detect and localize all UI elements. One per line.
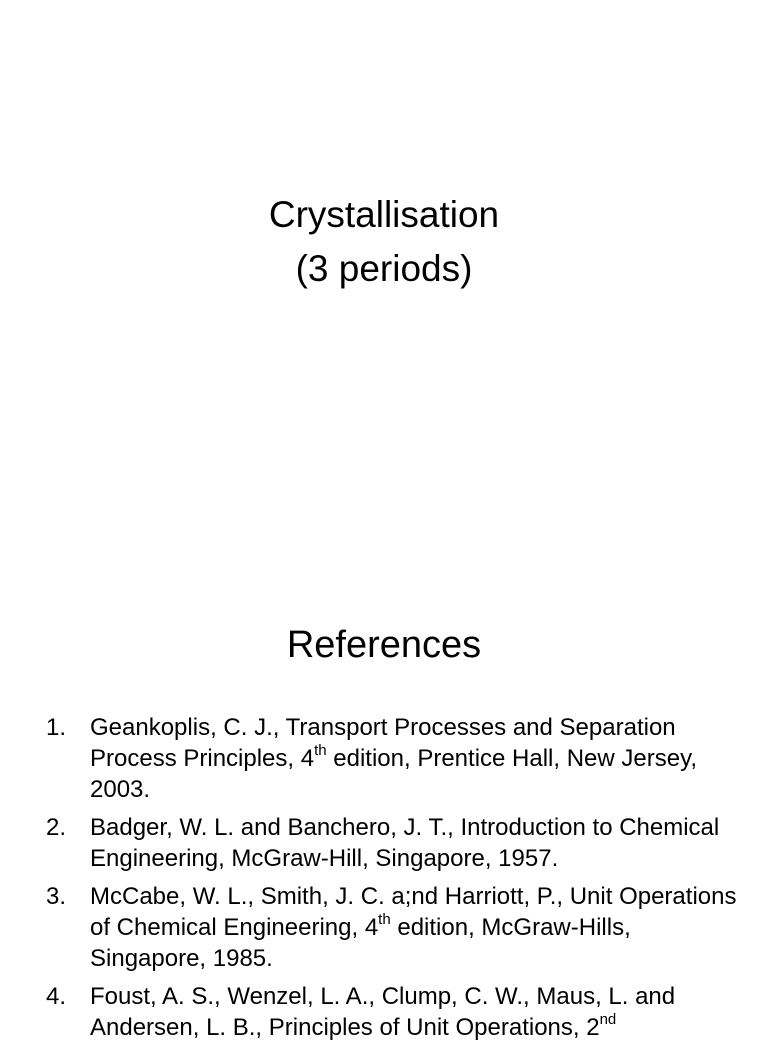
reference-text [90, 814, 719, 872]
reference-number: 1. [46, 714, 67, 741]
reference-number: 2. [46, 814, 67, 841]
reference-number: 4. [46, 983, 67, 1010]
ordinal-superscript: nd [599, 1011, 617, 1028]
reference-text-part: Badger, W. L. and Banchero, J. T., Introduction to Chemical Engineering, McGraw-Hill, Singapore, 1957. [90, 814, 720, 872]
reference-text-part: McCabe, W. L., Smith, J. C. a;nd Harriott, P., Unit Operations of Chemical Engineering, 4 [90, 883, 737, 941]
references-slide [0, 576, 768, 1041]
references-heading: References [286, 624, 482, 666]
reference-item [46, 881, 746, 974]
reference-item [46, 812, 746, 874]
ordinal-superscript: th [314, 742, 327, 759]
reference-text-part: edition, Prentice Hall, New Jersey, 2003. [90, 745, 697, 803]
slide-title [0, 188, 768, 296]
ordinal-superscript: th [378, 911, 391, 928]
reference-text [90, 983, 675, 1041]
reference-item [46, 981, 746, 1043]
reference-text-part: Foust, A. S., Wenzel, L. A., Clump, C. W., Maus, L. and Andersen, L. B., Principles of Unit Operations, 2 [90, 983, 676, 1041]
title-line-1: Crystallisation [268, 194, 500, 235]
reference-text-part: Geankoplis, C. J., Transport Processes and Separation Process Principles, 4 [90, 714, 676, 772]
reference-text-part: edition, McGraw-Hills, Singapore, 1985. [90, 914, 631, 972]
reference-text [90, 883, 736, 972]
reference-item [46, 712, 746, 805]
title-line-2: (3 periods) [295, 248, 473, 289]
reference-text [90, 714, 697, 803]
reference-list [46, 712, 746, 1050]
reference-number: 3. [46, 883, 67, 910]
